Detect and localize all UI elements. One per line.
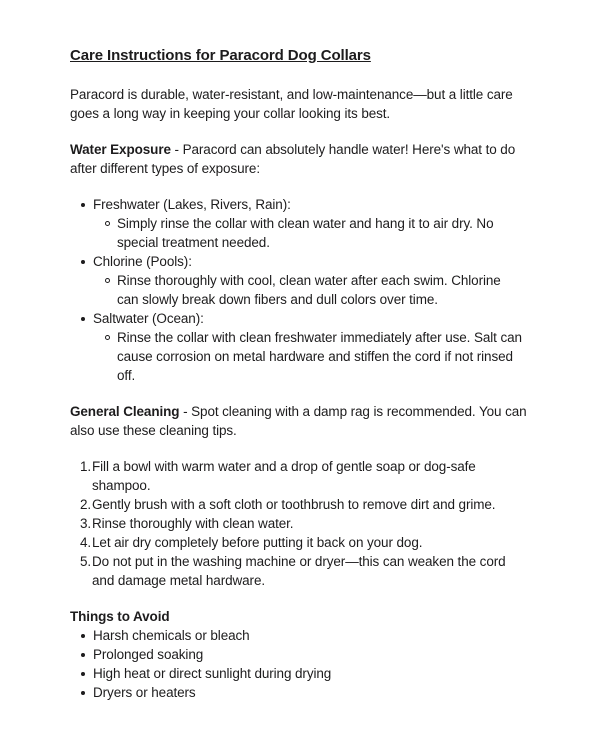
step-line: and damage metal hardware.	[92, 573, 266, 588]
bullet-dot-icon	[81, 634, 85, 638]
list-subitem-text	[117, 328, 570, 385]
intro-paragraph	[70, 85, 570, 123]
cleaning-step-1	[70, 457, 570, 495]
general-cleaning-line-2: also use these cleaning tips.	[70, 423, 237, 438]
avoid-item-dryers	[70, 683, 570, 702]
bullet-dot-icon	[81, 672, 85, 676]
detail-line: Rinse thoroughly with cool, clean water after each swim. Chlorine	[117, 273, 501, 288]
detail-line: special treatment needed.	[117, 235, 270, 250]
cleaning-step-3	[70, 514, 570, 533]
detail-line: can slowly break down fibers and dull colors over time.	[117, 292, 438, 307]
general-cleaning-paragraph	[70, 402, 570, 440]
list-item-term: Saltwater (Ocean):	[93, 311, 204, 326]
avoid-item-text: Harsh chemicals or bleach	[93, 628, 250, 643]
step-text	[92, 514, 570, 533]
step-line: Rinse thoroughly with clean water.	[92, 516, 294, 531]
cleaning-step-5	[70, 552, 570, 590]
avoid-item-text: Prolonged soaking	[93, 647, 204, 662]
step-number: 5.	[79, 554, 91, 569]
cleaning-step-4	[70, 533, 570, 552]
things-to-avoid-list	[70, 626, 570, 702]
step-text	[92, 533, 570, 552]
water-exposure-line-1	[70, 140, 570, 159]
step-line: shampoo.	[92, 478, 151, 493]
list-subitem-text	[117, 271, 570, 309]
detail-line: off.	[117, 368, 136, 383]
step-line: Gently brush with a soft cloth or toothbrush to remove dirt and grime.	[92, 497, 496, 512]
list-item-chlorine	[70, 252, 570, 271]
general-cleaning-text: - Spot cleaning with a damp rag is recommended. You can	[179, 404, 527, 419]
avoid-item-soaking	[70, 645, 570, 664]
detail-line: cause corrosion on metal hardware and stiffen the cord if not rinsed	[117, 349, 513, 364]
step-text	[92, 495, 570, 514]
document-title: Care Instructions for Paracord Dog Collars	[70, 47, 371, 64]
list-subitem-freshwater-detail	[70, 214, 570, 252]
step-number: 3.	[79, 516, 91, 531]
water-exposure-text: - Paracord can absolutely handle water! Here's what to do	[170, 142, 516, 157]
detail-line: Rinse the collar with clean freshwater immediately after use. Salt can	[117, 330, 522, 345]
water-exposure-line-2: after different types of exposure:	[70, 161, 260, 176]
water-exposure-label: Water Exposure	[70, 142, 171, 157]
step-line: Let air dry completely before putting it back on your dog.	[92, 535, 423, 550]
avoid-item-text: High heat or direct sunlight during drying	[93, 666, 332, 681]
step-text	[92, 552, 570, 590]
list-item-term: Chlorine (Pools):	[93, 254, 192, 269]
step-number: 4.	[79, 535, 91, 550]
list-item-saltwater	[70, 309, 570, 328]
step-number: 1.	[79, 459, 91, 474]
step-line: Fill a bowl with warm water and a drop of gentle soap or dog-safe	[92, 459, 476, 474]
list-item-term: Freshwater (Lakes, Rivers, Rain):	[93, 197, 291, 212]
step-line: Do not put in the washing machine or dryer—this can weaken the cord	[92, 554, 506, 569]
bullet-circle-icon	[105, 278, 110, 283]
step-text	[92, 457, 570, 495]
cleaning-steps-list	[70, 457, 570, 590]
general-cleaning-line-1	[70, 402, 570, 421]
list-subitem-chlorine-detail	[70, 271, 570, 309]
bullet-dot-icon	[81, 203, 85, 207]
detail-line: Simply rinse the collar with clean water and hang it to air dry. No	[117, 216, 494, 231]
bullet-dot-icon	[81, 260, 85, 264]
intro-line-2: goes a long way in keeping your collar looking its best.	[70, 106, 391, 121]
avoid-item-text: Dryers or heaters	[93, 685, 196, 700]
things-to-avoid-heading: Things to Avoid	[70, 609, 170, 624]
bullet-dot-icon	[81, 653, 85, 657]
list-subitem-saltwater-detail	[70, 328, 570, 385]
bullet-dot-icon	[81, 691, 85, 695]
general-cleaning-label: General Cleaning	[70, 404, 180, 419]
water-exposure-paragraph	[70, 140, 570, 178]
avoid-item-chemicals	[70, 626, 570, 645]
cleaning-step-2	[70, 495, 570, 514]
avoid-item-heat	[70, 664, 570, 683]
intro-line-1: Paracord is durable, water-resistant, and low-maintenance—but a little care	[70, 87, 513, 102]
exposure-list	[70, 195, 570, 385]
bullet-circle-icon	[105, 335, 110, 340]
bullet-circle-icon	[105, 221, 110, 226]
bullet-dot-icon	[81, 317, 85, 321]
list-subitem-text	[117, 214, 570, 252]
list-item-freshwater	[70, 195, 570, 214]
step-number: 2.	[79, 497, 91, 512]
